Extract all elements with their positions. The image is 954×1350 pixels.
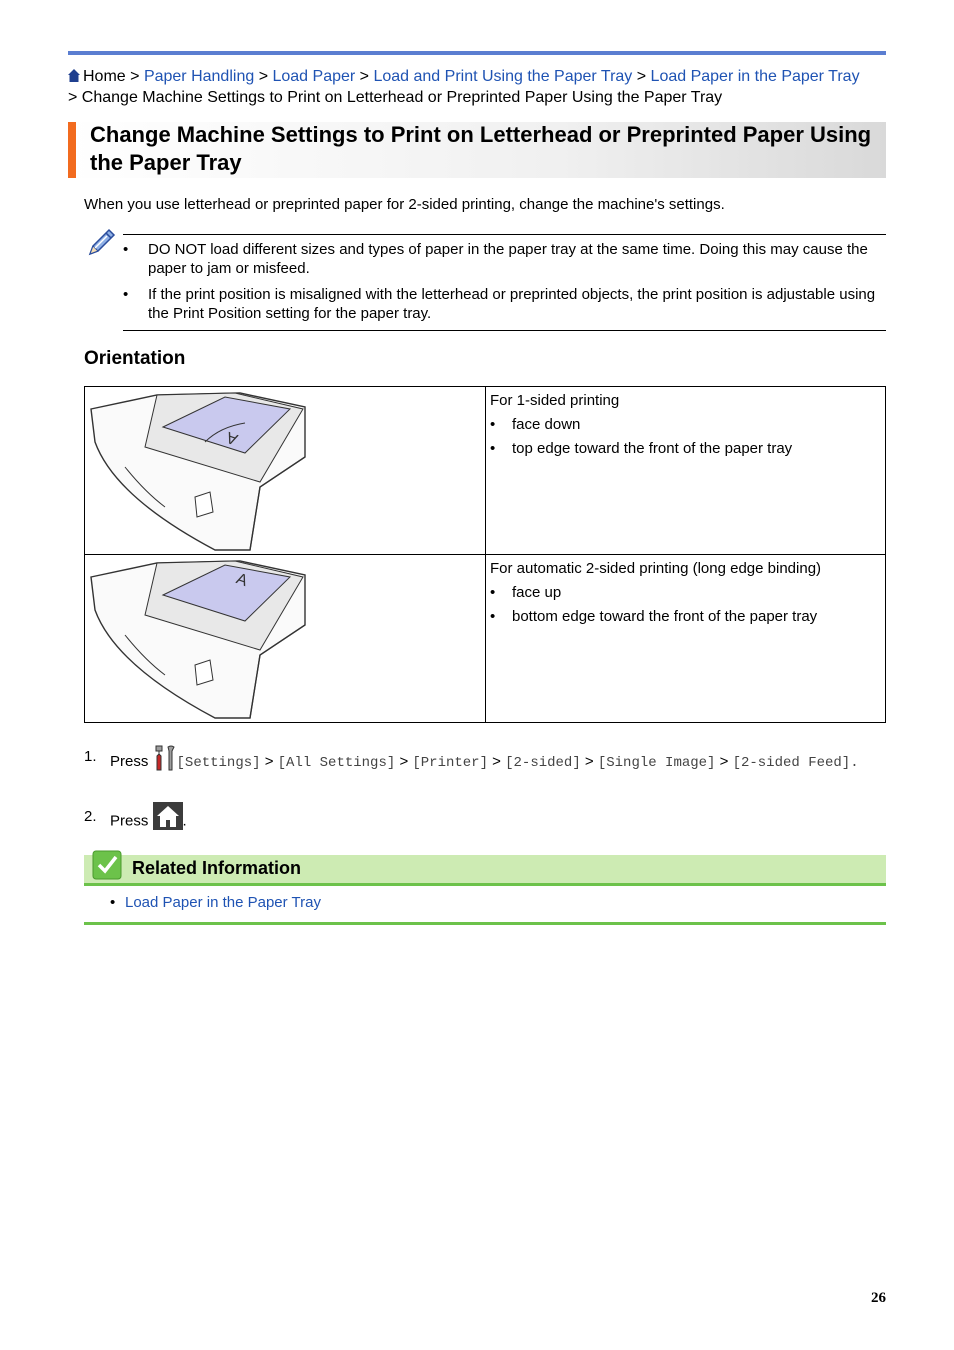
home-button-icon[interactable] xyxy=(153,802,183,841)
title-accent-bar xyxy=(68,122,76,178)
settings-tools-icon[interactable] xyxy=(153,744,177,780)
related-information-bar xyxy=(84,855,886,886)
orientation-row-2-text xyxy=(490,559,880,626)
tray-letter: A xyxy=(224,428,241,448)
home-icon xyxy=(68,68,80,88)
title-band xyxy=(68,122,886,178)
tray-image-face-up xyxy=(85,555,485,722)
breadcrumb: Home > Paper Handling > Load Paper > Load and Print Using the Paper Tray > Load Paper in the Paper Tray > Change Machine Settings to Print on Letterhead or Preprinted Paper Using the Paper Tray xyxy=(68,68,860,106)
note-box: • DO NOT load different sizes and types of paper in the paper tray at the same time. Doing this may cause the paper to jam or misfeed. • If the print position is misaligned with the letterhead or preprinted objects, the print position is adjustable using the Print Position setting for the paper tray. xyxy=(123,234,886,331)
breadcrumb-link-load-paper[interactable]: Load Paper xyxy=(272,68,356,85)
orientation-item: • face up xyxy=(490,584,562,601)
orientation-table xyxy=(84,386,886,723)
orientation-item: • face down xyxy=(490,416,581,433)
orientation-row-1-text xyxy=(490,391,880,458)
related-link-load-paper-in-tray[interactable]: Load Paper in the Paper Tray xyxy=(125,894,321,911)
tray-letter: A xyxy=(233,570,250,590)
breadcrumb-home[interactable]: Home xyxy=(83,68,126,85)
bottom-rule xyxy=(84,922,886,925)
pencil-note-icon xyxy=(86,226,118,263)
breadcrumb-link-load-and-print[interactable]: Load and Print Using the Paper Tray xyxy=(373,68,633,85)
intro-paragraph: When you use letterhead or preprinted paper for 2-sided printing, change the machine's settings. xyxy=(84,196,725,213)
top-rule xyxy=(68,51,886,55)
orientation-item: • bottom edge toward the front of the paper tray xyxy=(490,608,818,625)
orientation-caption: For automatic 2-sided printing (long edge binding) xyxy=(490,560,822,577)
tray-image-face-down xyxy=(85,387,485,554)
page-title: Change Machine Settings to Print on Letterhead or Preprinted Paper Using the Paper Tray xyxy=(90,122,872,175)
breadcrumb-link-paper-handling[interactable]: Paper Handling xyxy=(143,68,255,85)
page-number: 26 xyxy=(871,1290,886,1306)
orientation-caption: For 1-sided printing xyxy=(490,392,620,409)
breadcrumb-link-load-paper-in-tray[interactable]: Load Paper in the Paper Tray xyxy=(650,68,860,85)
checkmark-icon xyxy=(92,850,122,885)
orientation-item: • top edge toward the front of the paper tray xyxy=(490,440,793,457)
related-information-title: Related Information xyxy=(132,858,302,878)
orientation-heading: Orientation xyxy=(84,348,186,369)
breadcrumb-current: Change Machine Settings to Print on Letterhead or Preprinted Paper Using the Paper Tray xyxy=(81,89,723,106)
